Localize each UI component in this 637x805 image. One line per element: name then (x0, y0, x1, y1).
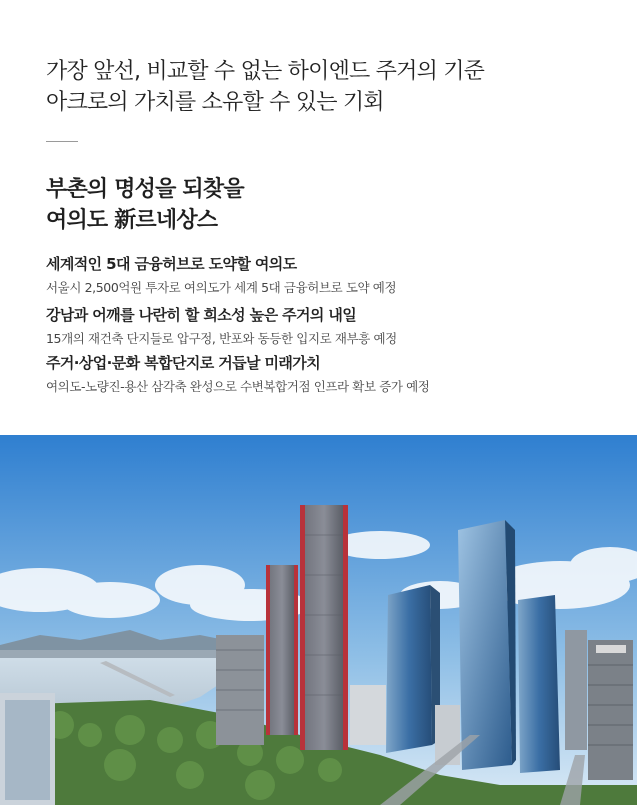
feature-title: 강남과 어깨를 나란히 할 희소성 높은 주거의 내일 (46, 306, 357, 324)
far-city (0, 650, 250, 658)
feature-title: 세계적인 5대 금융허브로 도약할 여의도 (46, 255, 297, 273)
feature-item (46, 353, 430, 396)
parc1-tower-left (266, 565, 298, 735)
feature-description: 여의도-노량진-용산 삼각축 완성으로 수변복합거점 인프라 확보 증가 예정 (46, 379, 430, 394)
right-building (565, 630, 587, 750)
feature-title: 주거·상업·문화 복합단지로 거듭날 미래가치 (46, 354, 321, 372)
parc1-tower-main (300, 505, 348, 750)
subheadline (46, 174, 244, 236)
headline (46, 56, 484, 118)
headline-line-2: 아크로의 가치를 소유할 수 있는 기회 (46, 90, 384, 115)
feature-item (46, 305, 397, 348)
yeouido-skyline-photo (0, 435, 637, 805)
subheadline-line-2: 여의도 新르네상스 (46, 208, 218, 233)
headline-line-1: 가장 앞선, 비교할 수 없는 하이엔드 주거의 기준 (46, 59, 485, 84)
feature-item (46, 254, 396, 297)
subheadline-line-1: 부촌의 명성을 되찾을 (46, 177, 244, 202)
ifc-tower-tall (458, 520, 512, 770)
ifc-tower-right (518, 595, 560, 773)
low-rise-building (350, 685, 386, 745)
feature-description: 15개의 재건축 단지들로 압구정, 반포와 동등한 입지로 재부흥 예정 (46, 331, 397, 346)
feature-description: 서울시 2,500억원 투자로 여의도가 세계 5대 금융허브로 도약 예정 (46, 280, 397, 295)
ifc-tower-left (386, 585, 432, 753)
shinhan-building (588, 640, 633, 780)
section-divider (46, 141, 78, 142)
